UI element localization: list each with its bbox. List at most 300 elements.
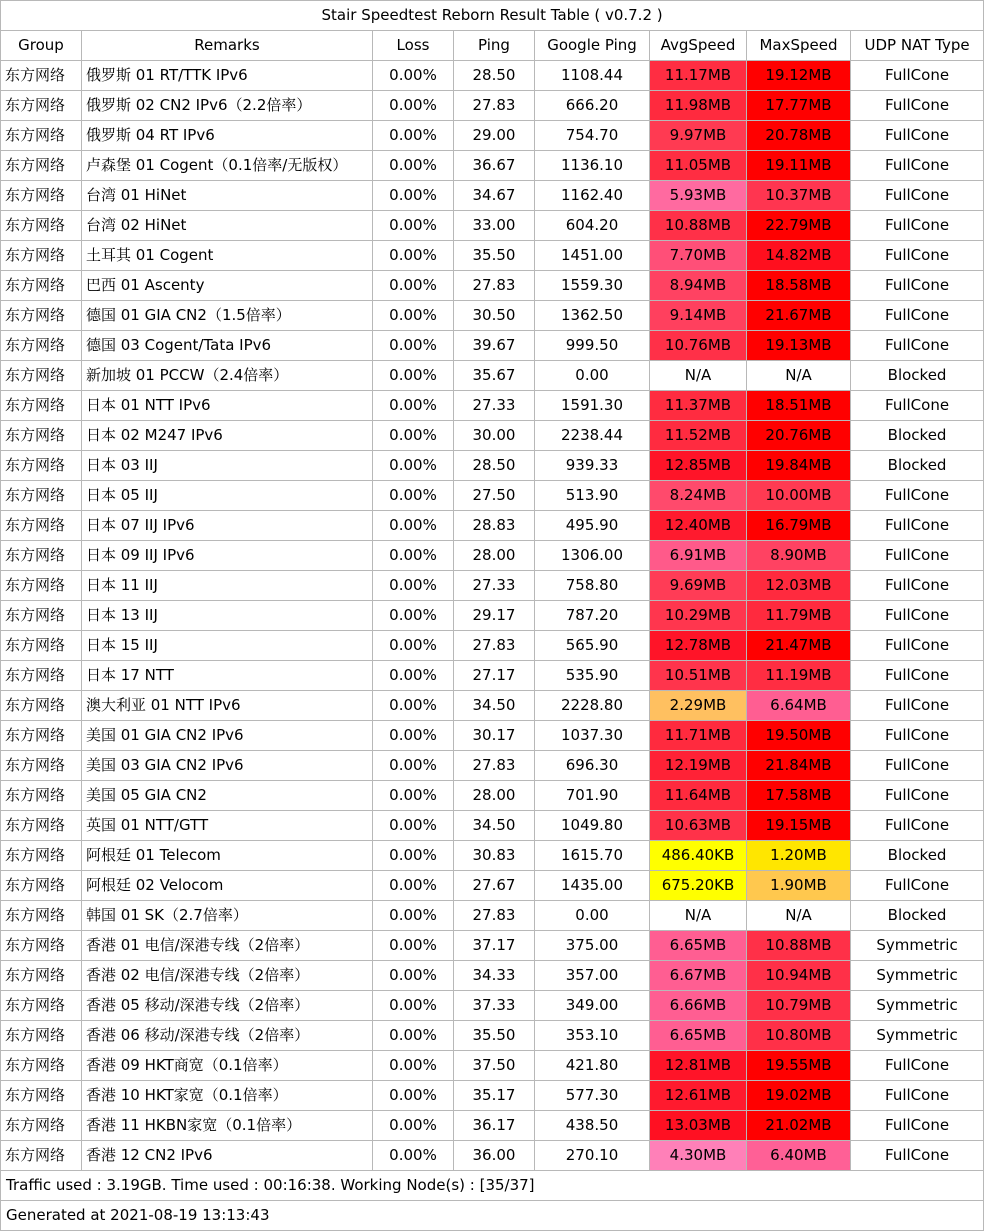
column-header-avg-speed: AvgSpeed xyxy=(650,31,747,61)
cell-group: 东方网络 xyxy=(1,211,82,241)
cell-remarks: 德国 03 Cogent/Tata IPv6 xyxy=(82,331,373,361)
cell-loss: 0.00% xyxy=(373,481,454,511)
cell-max-speed: 21.84MB xyxy=(747,751,851,781)
cell-avg-speed: 6.65MB xyxy=(650,931,747,961)
cell-group: 东方网络 xyxy=(1,1021,82,1051)
table-row xyxy=(1,1051,984,1081)
cell-avg-speed: 8.94MB xyxy=(650,271,747,301)
cell-group: 东方网络 xyxy=(1,601,82,631)
cell-google-ping: 438.50 xyxy=(535,1111,650,1141)
table-row xyxy=(1,901,984,931)
table-row xyxy=(1,151,984,181)
cell-group: 东方网络 xyxy=(1,541,82,571)
cell-ping: 28.83 xyxy=(454,511,535,541)
cell-remarks: 香港 12 CN2 IPv6 xyxy=(82,1141,373,1171)
table-row xyxy=(1,721,984,751)
cell-ping: 27.33 xyxy=(454,391,535,421)
cell-ping: 30.83 xyxy=(454,841,535,871)
table-row xyxy=(1,781,984,811)
cell-loss: 0.00% xyxy=(373,301,454,331)
cell-ping: 34.50 xyxy=(454,691,535,721)
cell-loss: 0.00% xyxy=(373,991,454,1021)
cell-google-ping: 939.33 xyxy=(535,451,650,481)
cell-avg-speed: 13.03MB xyxy=(650,1111,747,1141)
cell-max-speed: 16.79MB xyxy=(747,511,851,541)
cell-remarks: 俄罗斯 04 RT IPv6 xyxy=(82,121,373,151)
table-row xyxy=(1,991,984,1021)
cell-max-speed: 6.40MB xyxy=(747,1141,851,1171)
cell-loss: 0.00% xyxy=(373,361,454,391)
table-body xyxy=(1,61,984,1171)
cell-udp-nat-type: Blocked xyxy=(851,901,984,931)
table-row xyxy=(1,1021,984,1051)
cell-ping: 30.00 xyxy=(454,421,535,451)
cell-loss: 0.00% xyxy=(373,961,454,991)
cell-remarks: 日本 01 NTT IPv6 xyxy=(82,391,373,421)
table-row xyxy=(1,691,984,721)
cell-group: 东方网络 xyxy=(1,721,82,751)
cell-max-speed: 19.15MB xyxy=(747,811,851,841)
cell-ping: 29.17 xyxy=(454,601,535,631)
cell-google-ping: 1559.30 xyxy=(535,271,650,301)
cell-udp-nat-type: FullCone xyxy=(851,1081,984,1111)
cell-avg-speed: 11.64MB xyxy=(650,781,747,811)
cell-avg-speed: N/A xyxy=(650,361,747,391)
table-row xyxy=(1,841,984,871)
cell-ping: 27.50 xyxy=(454,481,535,511)
cell-remarks: 日本 13 IIJ xyxy=(82,601,373,631)
cell-udp-nat-type: FullCone xyxy=(851,211,984,241)
cell-remarks: 卢森堡 01 Cogent（0.1倍率/无版权） xyxy=(82,151,373,181)
cell-loss: 0.00% xyxy=(373,751,454,781)
cell-max-speed: 19.11MB xyxy=(747,151,851,181)
cell-max-speed: 10.94MB xyxy=(747,961,851,991)
cell-loss: 0.00% xyxy=(373,661,454,691)
cell-loss: 0.00% xyxy=(373,1021,454,1051)
cell-max-speed: N/A xyxy=(747,361,851,391)
cell-loss: 0.00% xyxy=(373,1141,454,1171)
column-header-loss: Loss xyxy=(373,31,454,61)
cell-ping: 35.67 xyxy=(454,361,535,391)
cell-group: 东方网络 xyxy=(1,271,82,301)
cell-loss: 0.00% xyxy=(373,1111,454,1141)
table-row xyxy=(1,241,984,271)
cell-avg-speed: 11.52MB xyxy=(650,421,747,451)
cell-ping: 27.83 xyxy=(454,751,535,781)
cell-udp-nat-type: FullCone xyxy=(851,1051,984,1081)
table-row xyxy=(1,331,984,361)
cell-remarks: 新加坡 01 PCCW（2.4倍率） xyxy=(82,361,373,391)
cell-google-ping: 696.30 xyxy=(535,751,650,781)
cell-udp-nat-type: FullCone xyxy=(851,511,984,541)
column-header-group: Group xyxy=(1,31,82,61)
cell-loss: 0.00% xyxy=(373,91,454,121)
cell-ping: 27.83 xyxy=(454,91,535,121)
cell-max-speed: 19.12MB xyxy=(747,61,851,91)
generated-timestamp: Generated at 2021-08-19 13:13:43 xyxy=(1,1201,984,1231)
cell-loss: 0.00% xyxy=(373,541,454,571)
cell-avg-speed: 5.93MB xyxy=(650,181,747,211)
cell-ping: 28.50 xyxy=(454,61,535,91)
table-row xyxy=(1,211,984,241)
table-row xyxy=(1,1111,984,1141)
cell-max-speed: 10.00MB xyxy=(747,481,851,511)
cell-remarks: 韩国 01 SK（2.7倍率） xyxy=(82,901,373,931)
cell-ping: 34.50 xyxy=(454,811,535,841)
table-row xyxy=(1,451,984,481)
footer-traffic-row xyxy=(1,1171,984,1201)
cell-google-ping: 1136.10 xyxy=(535,151,650,181)
cell-google-ping: 1108.44 xyxy=(535,61,650,91)
cell-remarks: 日本 15 IIJ xyxy=(82,631,373,661)
cell-group: 东方网络 xyxy=(1,121,82,151)
cell-google-ping: 1591.30 xyxy=(535,391,650,421)
cell-google-ping: 565.90 xyxy=(535,631,650,661)
cell-loss: 0.00% xyxy=(373,1081,454,1111)
cell-ping: 35.50 xyxy=(454,241,535,271)
cell-avg-speed: 12.81MB xyxy=(650,1051,747,1081)
cell-udp-nat-type: Symmetric xyxy=(851,931,984,961)
cell-google-ping: 1037.30 xyxy=(535,721,650,751)
cell-udp-nat-type: Blocked xyxy=(851,451,984,481)
cell-max-speed: 19.55MB xyxy=(747,1051,851,1081)
cell-ping: 34.67 xyxy=(454,181,535,211)
cell-ping: 36.67 xyxy=(454,151,535,181)
cell-loss: 0.00% xyxy=(373,871,454,901)
cell-remarks: 日本 03 IIJ xyxy=(82,451,373,481)
cell-loss: 0.00% xyxy=(373,331,454,361)
column-header-max-speed: MaxSpeed xyxy=(747,31,851,61)
cell-group: 东方网络 xyxy=(1,691,82,721)
cell-loss: 0.00% xyxy=(373,691,454,721)
cell-group: 东方网络 xyxy=(1,631,82,661)
cell-remarks: 阿根廷 02 Velocom xyxy=(82,871,373,901)
cell-google-ping: 349.00 xyxy=(535,991,650,1021)
cell-max-speed: 14.82MB xyxy=(747,241,851,271)
cell-remarks: 美国 05 GIA CN2 xyxy=(82,781,373,811)
cell-remarks: 香港 01 电信/深港专线（2倍率） xyxy=(82,931,373,961)
cell-group: 东方网络 xyxy=(1,811,82,841)
cell-ping: 30.17 xyxy=(454,721,535,751)
cell-max-speed: 10.88MB xyxy=(747,931,851,961)
table-row xyxy=(1,61,984,91)
cell-loss: 0.00% xyxy=(373,631,454,661)
cell-remarks: 俄罗斯 01 RT/TTK IPv6 xyxy=(82,61,373,91)
title-row xyxy=(1,1,984,31)
cell-max-speed: 18.58MB xyxy=(747,271,851,301)
cell-avg-speed: 12.61MB xyxy=(650,1081,747,1111)
cell-udp-nat-type: Blocked xyxy=(851,361,984,391)
cell-udp-nat-type: Symmetric xyxy=(851,961,984,991)
column-header-remarks: Remarks xyxy=(82,31,373,61)
cell-google-ping: 577.30 xyxy=(535,1081,650,1111)
cell-google-ping: 1362.50 xyxy=(535,301,650,331)
cell-avg-speed: 10.88MB xyxy=(650,211,747,241)
cell-max-speed: 8.90MB xyxy=(747,541,851,571)
cell-max-speed: N/A xyxy=(747,901,851,931)
cell-remarks: 美国 01 GIA CN2 IPv6 xyxy=(82,721,373,751)
cell-udp-nat-type: FullCone xyxy=(851,661,984,691)
cell-google-ping: 421.80 xyxy=(535,1051,650,1081)
cell-google-ping: 787.20 xyxy=(535,601,650,631)
cell-max-speed: 17.58MB xyxy=(747,781,851,811)
cell-group: 东方网络 xyxy=(1,751,82,781)
cell-udp-nat-type: FullCone xyxy=(851,1111,984,1141)
cell-google-ping: 535.90 xyxy=(535,661,650,691)
cell-avg-speed: 11.17MB xyxy=(650,61,747,91)
table-title: Stair Speedtest Reborn Result Table ( v0.7.2 ) xyxy=(1,1,984,31)
cell-ping: 27.17 xyxy=(454,661,535,691)
table-row xyxy=(1,571,984,601)
cell-avg-speed: 11.98MB xyxy=(650,91,747,121)
cell-avg-speed: 11.37MB xyxy=(650,391,747,421)
cell-avg-speed: 6.65MB xyxy=(650,1021,747,1051)
cell-ping: 35.50 xyxy=(454,1021,535,1051)
cell-group: 东方网络 xyxy=(1,391,82,421)
cell-google-ping: 375.00 xyxy=(535,931,650,961)
cell-google-ping: 495.90 xyxy=(535,511,650,541)
cell-loss: 0.00% xyxy=(373,571,454,601)
cell-remarks: 日本 05 IIJ xyxy=(82,481,373,511)
cell-remarks: 俄罗斯 02 CN2 IPv6（2.2倍率） xyxy=(82,91,373,121)
table-row xyxy=(1,631,984,661)
cell-max-speed: 11.19MB xyxy=(747,661,851,691)
cell-udp-nat-type: FullCone xyxy=(851,541,984,571)
cell-google-ping: 1435.00 xyxy=(535,871,650,901)
table-row xyxy=(1,481,984,511)
cell-google-ping: 0.00 xyxy=(535,361,650,391)
cell-udp-nat-type: FullCone xyxy=(851,631,984,661)
cell-max-speed: 19.84MB xyxy=(747,451,851,481)
cell-google-ping: 513.90 xyxy=(535,481,650,511)
cell-max-speed: 1.20MB xyxy=(747,841,851,871)
cell-avg-speed: 675.20KB xyxy=(650,871,747,901)
cell-udp-nat-type: FullCone xyxy=(851,121,984,151)
cell-avg-speed: 9.14MB xyxy=(650,301,747,331)
cell-max-speed: 19.13MB xyxy=(747,331,851,361)
cell-max-speed: 21.47MB xyxy=(747,631,851,661)
cell-max-speed: 12.03MB xyxy=(747,571,851,601)
cell-group: 东方网络 xyxy=(1,571,82,601)
cell-loss: 0.00% xyxy=(373,511,454,541)
cell-group: 东方网络 xyxy=(1,361,82,391)
cell-google-ping: 604.20 xyxy=(535,211,650,241)
cell-udp-nat-type: FullCone xyxy=(851,811,984,841)
cell-ping: 27.33 xyxy=(454,571,535,601)
cell-ping: 34.33 xyxy=(454,961,535,991)
cell-group: 东方网络 xyxy=(1,181,82,211)
cell-ping: 28.50 xyxy=(454,451,535,481)
cell-udp-nat-type: FullCone xyxy=(851,781,984,811)
traffic-summary: Traffic used : 3.19GB. Time used : 00:16:38. Working Node(s) : [35/37] xyxy=(1,1171,984,1201)
cell-udp-nat-type: FullCone xyxy=(851,151,984,181)
cell-google-ping: 0.00 xyxy=(535,901,650,931)
table-row xyxy=(1,871,984,901)
table-row xyxy=(1,751,984,781)
cell-remarks: 台湾 02 HiNet xyxy=(82,211,373,241)
cell-group: 东方网络 xyxy=(1,511,82,541)
cell-remarks: 日本 11 IIJ xyxy=(82,571,373,601)
cell-max-speed: 21.67MB xyxy=(747,301,851,331)
cell-group: 东方网络 xyxy=(1,931,82,961)
cell-udp-nat-type: Symmetric xyxy=(851,1021,984,1051)
cell-avg-speed: 12.40MB xyxy=(650,511,747,541)
footer-generated-row xyxy=(1,1201,984,1231)
cell-udp-nat-type: FullCone xyxy=(851,61,984,91)
cell-avg-speed: 12.78MB xyxy=(650,631,747,661)
cell-group: 东方网络 xyxy=(1,241,82,271)
cell-max-speed: 1.90MB xyxy=(747,871,851,901)
cell-loss: 0.00% xyxy=(373,721,454,751)
cell-avg-speed: 8.24MB xyxy=(650,481,747,511)
cell-ping: 36.00 xyxy=(454,1141,535,1171)
cell-max-speed: 10.80MB xyxy=(747,1021,851,1051)
cell-max-speed: 19.50MB xyxy=(747,721,851,751)
cell-udp-nat-type: FullCone xyxy=(851,181,984,211)
cell-google-ping: 1162.40 xyxy=(535,181,650,211)
cell-udp-nat-type: FullCone xyxy=(851,241,984,271)
cell-udp-nat-type: FullCone xyxy=(851,571,984,601)
cell-ping: 27.67 xyxy=(454,871,535,901)
cell-loss: 0.00% xyxy=(373,211,454,241)
cell-udp-nat-type: FullCone xyxy=(851,481,984,511)
cell-google-ping: 1451.00 xyxy=(535,241,650,271)
cell-google-ping: 1049.80 xyxy=(535,811,650,841)
cell-google-ping: 666.20 xyxy=(535,91,650,121)
cell-max-speed: 20.78MB xyxy=(747,121,851,151)
cell-group: 东方网络 xyxy=(1,841,82,871)
cell-avg-speed: 486.40KB xyxy=(650,841,747,871)
cell-udp-nat-type: FullCone xyxy=(851,691,984,721)
cell-loss: 0.00% xyxy=(373,121,454,151)
cell-avg-speed: 2.29MB xyxy=(650,691,747,721)
cell-avg-speed: 6.67MB xyxy=(650,961,747,991)
cell-loss: 0.00% xyxy=(373,391,454,421)
cell-google-ping: 2238.44 xyxy=(535,421,650,451)
cell-max-speed: 18.51MB xyxy=(747,391,851,421)
cell-remarks: 香港 11 HKBN家宽（0.1倍率） xyxy=(82,1111,373,1141)
cell-group: 东方网络 xyxy=(1,901,82,931)
table-row xyxy=(1,121,984,151)
cell-max-speed: 11.79MB xyxy=(747,601,851,631)
cell-google-ping: 357.00 xyxy=(535,961,650,991)
cell-ping: 39.67 xyxy=(454,331,535,361)
cell-group: 东方网络 xyxy=(1,871,82,901)
cell-udp-nat-type: FullCone xyxy=(851,391,984,421)
cell-loss: 0.00% xyxy=(373,151,454,181)
cell-group: 东方网络 xyxy=(1,421,82,451)
cell-avg-speed: 12.85MB xyxy=(650,451,747,481)
cell-group: 东方网络 xyxy=(1,61,82,91)
cell-avg-speed: 7.70MB xyxy=(650,241,747,271)
table-row xyxy=(1,271,984,301)
header-row xyxy=(1,31,984,61)
cell-remarks: 巴西 01 Ascenty xyxy=(82,271,373,301)
cell-udp-nat-type: Symmetric xyxy=(851,991,984,1021)
cell-remarks: 德国 01 GIA CN2（1.5倍率） xyxy=(82,301,373,331)
cell-remarks: 英国 01 NTT/GTT xyxy=(82,811,373,841)
cell-loss: 0.00% xyxy=(373,901,454,931)
cell-udp-nat-type: Blocked xyxy=(851,841,984,871)
cell-google-ping: 999.50 xyxy=(535,331,650,361)
cell-loss: 0.00% xyxy=(373,241,454,271)
cell-avg-speed: 9.69MB xyxy=(650,571,747,601)
cell-group: 东方网络 xyxy=(1,301,82,331)
cell-avg-speed: 6.66MB xyxy=(650,991,747,1021)
cell-loss: 0.00% xyxy=(373,841,454,871)
table-row xyxy=(1,421,984,451)
cell-udp-nat-type: FullCone xyxy=(851,721,984,751)
table-row xyxy=(1,511,984,541)
cell-loss: 0.00% xyxy=(373,781,454,811)
cell-google-ping: 701.90 xyxy=(535,781,650,811)
cell-google-ping: 2228.80 xyxy=(535,691,650,721)
cell-ping: 28.00 xyxy=(454,781,535,811)
cell-remarks: 台湾 01 HiNet xyxy=(82,181,373,211)
table-row xyxy=(1,961,984,991)
cell-avg-speed: 10.29MB xyxy=(650,601,747,631)
cell-google-ping: 270.10 xyxy=(535,1141,650,1171)
cell-loss: 0.00% xyxy=(373,271,454,301)
column-header-udp-nat-type: UDP NAT Type xyxy=(851,31,984,61)
cell-remarks: 香港 05 移动/深港专线（2倍率） xyxy=(82,991,373,1021)
table-row xyxy=(1,1081,984,1111)
table-row xyxy=(1,391,984,421)
table-row xyxy=(1,361,984,391)
cell-avg-speed: 10.76MB xyxy=(650,331,747,361)
table-row xyxy=(1,91,984,121)
cell-ping: 37.17 xyxy=(454,931,535,961)
cell-ping: 33.00 xyxy=(454,211,535,241)
cell-ping: 37.50 xyxy=(454,1051,535,1081)
cell-max-speed: 19.02MB xyxy=(747,1081,851,1111)
cell-remarks: 日本 02 M247 IPv6 xyxy=(82,421,373,451)
cell-max-speed: 20.76MB xyxy=(747,421,851,451)
cell-remarks: 日本 07 IIJ IPv6 xyxy=(82,511,373,541)
column-header-google-ping: Google Ping xyxy=(535,31,650,61)
cell-loss: 0.00% xyxy=(373,811,454,841)
cell-remarks: 日本 09 IIJ IPv6 xyxy=(82,541,373,571)
cell-max-speed: 21.02MB xyxy=(747,1111,851,1141)
cell-max-speed: 10.79MB xyxy=(747,991,851,1021)
cell-google-ping: 758.80 xyxy=(535,571,650,601)
cell-loss: 0.00% xyxy=(373,421,454,451)
cell-ping: 28.00 xyxy=(454,541,535,571)
cell-udp-nat-type: FullCone xyxy=(851,1141,984,1171)
cell-google-ping: 754.70 xyxy=(535,121,650,151)
cell-loss: 0.00% xyxy=(373,601,454,631)
table-row xyxy=(1,301,984,331)
cell-max-speed: 6.64MB xyxy=(747,691,851,721)
cell-avg-speed: 12.19MB xyxy=(650,751,747,781)
cell-avg-speed: 11.71MB xyxy=(650,721,747,751)
cell-group: 东方网络 xyxy=(1,1111,82,1141)
cell-loss: 0.00% xyxy=(373,1051,454,1081)
column-header-ping: Ping xyxy=(454,31,535,61)
cell-ping: 29.00 xyxy=(454,121,535,151)
cell-loss: 0.00% xyxy=(373,931,454,961)
cell-group: 东方网络 xyxy=(1,661,82,691)
cell-avg-speed: 10.51MB xyxy=(650,661,747,691)
cell-udp-nat-type: FullCone xyxy=(851,751,984,781)
cell-group: 东方网络 xyxy=(1,151,82,181)
cell-avg-speed: 6.91MB xyxy=(650,541,747,571)
cell-remarks: 香港 06 移动/深港专线（2倍率） xyxy=(82,1021,373,1051)
cell-group: 东方网络 xyxy=(1,1081,82,1111)
cell-remarks: 日本 17 NTT xyxy=(82,661,373,691)
cell-avg-speed: N/A xyxy=(650,901,747,931)
cell-max-speed: 17.77MB xyxy=(747,91,851,121)
